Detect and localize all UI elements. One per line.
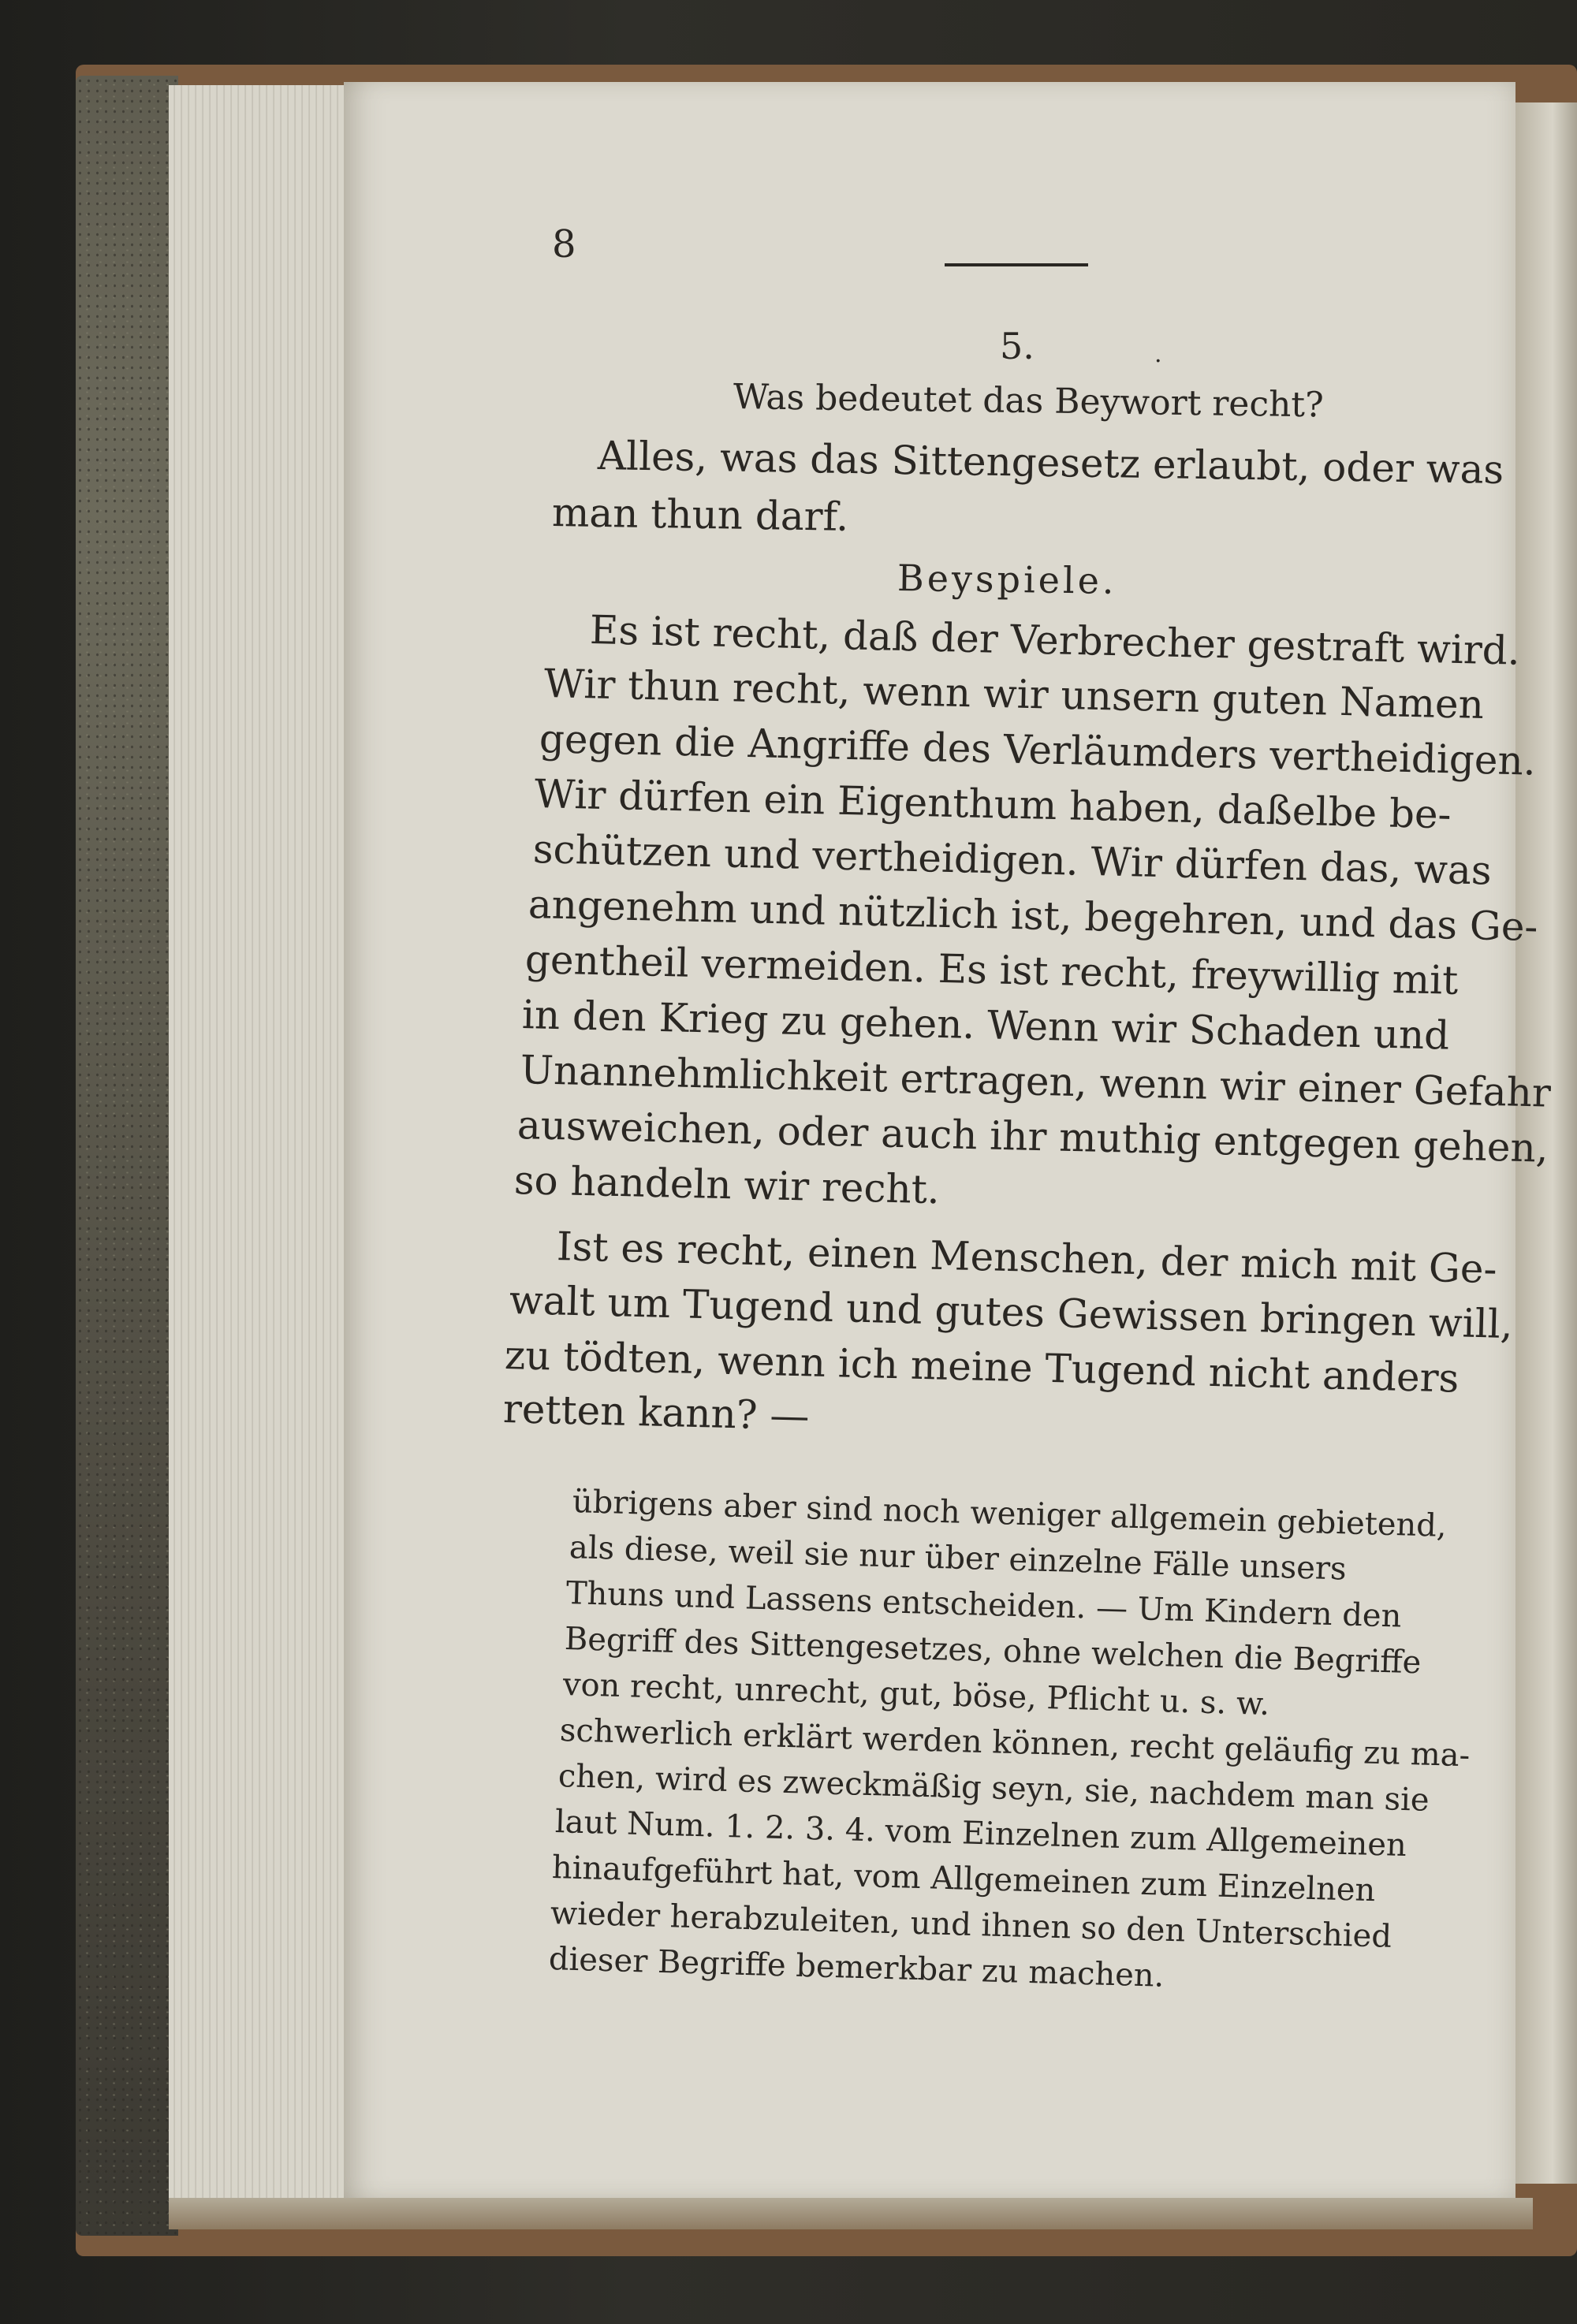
footnote-line: laut Num. 1. 2. 3. 4. vom Einzelnen zum Allgemeinen: [554, 1804, 1407, 1864]
example-line: so handeln wir recht.: [513, 1157, 941, 1213]
question2-line: Ist es recht, einen Menschen, der mich mit Ge-: [556, 1223, 1498, 1293]
footnote-line: als diese, weil sie nur über einzelne Fälle unsers: [569, 1529, 1348, 1588]
footnote-line: schwerlich erklärt werden können, recht geläufig zu ma-: [559, 1712, 1471, 1775]
answer-line: man thun darf.: [551, 490, 849, 540]
marbled-cover-edge: [76, 76, 178, 2236]
answer-line: Alles, was das Sittengesetz erlaubt, oder was: [597, 433, 1504, 493]
example-line: Wir dürfen ein Eigenthum haben, daßelbe be-: [534, 771, 1452, 838]
footnote-line: Thuns und Lassens entscheiden. — Um Kindern den: [565, 1575, 1402, 1635]
footnote-line: Begriff des Sittengesetzes, ohne welchen die Begriffe: [564, 1621, 1422, 1682]
question2-line: zu tödten, wenn ich meine Tugend nicht anders: [504, 1332, 1460, 1402]
example-line: gentheil vermeiden. Es ist recht, freywillig mit: [524, 937, 1459, 1004]
question-text: Was bedeutet das Beywort recht?: [733, 377, 1325, 426]
footnote-line: wieder herabzuleiten, und ihnen so den Unterschied: [550, 1895, 1392, 1955]
example-line: Unannehmlichkeit ertragen, wenn wir einer Gefahr: [520, 1047, 1552, 1116]
section-dot: .: [1154, 341, 1162, 368]
page-number: 8: [552, 222, 576, 266]
example-line: Es ist recht, daß der Verbrecher gestraft wird.: [589, 607, 1521, 674]
example-line: schützen und vertheidigen. Wir dürfen das, was: [532, 826, 1493, 894]
footnote-line: übrigens aber sind noch weniger allgemein gebietend,: [572, 1484, 1448, 1544]
question2-line: retten kann? —: [502, 1386, 811, 1439]
example-line: gegen die Angriffe des Verläumders vertheidigen.: [539, 716, 1537, 784]
footnote-line: chen, wird es zweckmäßig seyn, sie, nachdem man sie: [557, 1758, 1430, 1819]
example-line: ausweichen, oder auch ihr muthig entgegen gehen,: [516, 1102, 1549, 1171]
example-line: angenehm und nützlich ist, begehren, und das Ge-: [528, 881, 1538, 951]
example-line: Wir thun recht, wenn wir unsern guten Namen: [543, 661, 1485, 728]
footnote-line: dieser Begriffe bemerkbar zu machen.: [548, 1941, 1165, 1994]
footnote-line: von recht, unrecht, gut, böse, Pflicht u. s. w.: [562, 1667, 1270, 1723]
page-stack-edges: [169, 85, 350, 2214]
example-line: in den Krieg zu gehen. Wenn wir Schaden und: [521, 992, 1450, 1059]
examples-heading: Beyspiele.: [897, 557, 1117, 602]
question2-line: walt um Tugend und gutes Gewissen bringen will,: [509, 1277, 1514, 1348]
book-bottom-edge: [169, 2198, 1533, 2229]
section-number: 5.: [1000, 325, 1035, 367]
footnote-line: hinaufgeführt hat, vom Allgemeinen zum Einzelnen: [551, 1849, 1376, 1909]
header-rule: [945, 263, 1088, 266]
